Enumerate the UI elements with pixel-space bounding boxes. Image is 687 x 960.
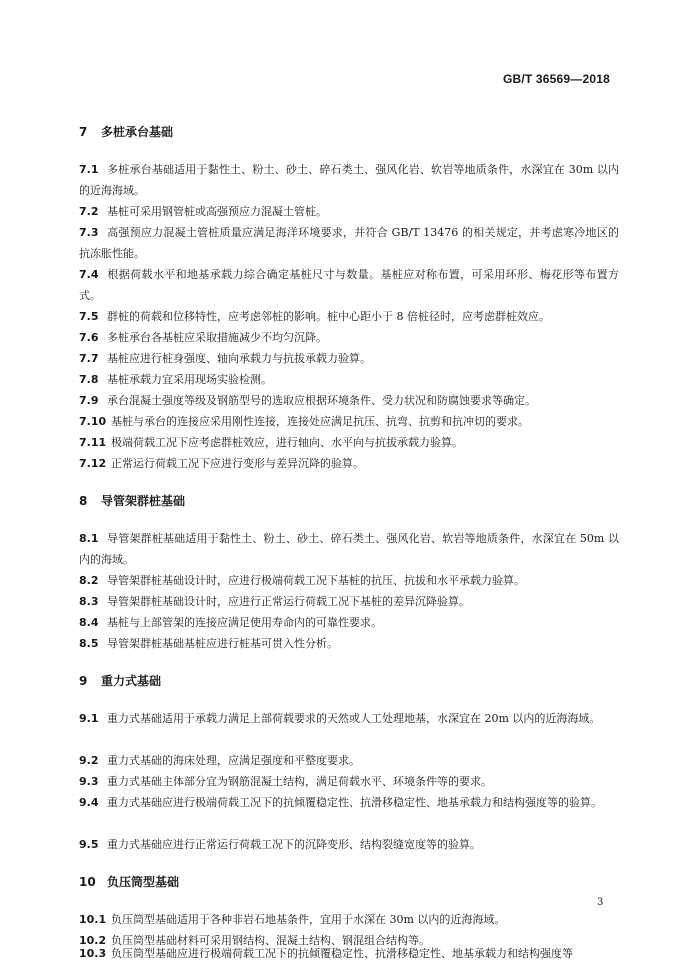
section-title-9 — [79, 672, 161, 690]
clause-number: 8.2 — [79, 574, 99, 587]
clause-text: 基桩与上部管架的连接应满足使用寿命内的可靠性要求。 — [107, 616, 382, 629]
clause-text: 正常运行荷载工况下应进行变形与差异沉降的验算。 — [111, 457, 364, 470]
clause-text: 高强预应力混凝土管桩质量应满足海洋环境要求，并符合 GB/T 13476 的相关规定，并考虑寒冷地区的抗冻胀性能。 — [79, 226, 619, 260]
clause-text: 导管架群桩基础适用于黏性土、粉土、砂土、碎石类土、强风化岩、软岩等地质条件，水深宜在 50m 以内的海域。 — [79, 532, 619, 566]
clause-7-9 — [79, 390, 619, 411]
clause-text: 导管架群桩基础设计时，应进行正常运行荷载工况下基桩的差异沉降验算。 — [107, 595, 470, 608]
clause-7-2 — [79, 201, 619, 222]
clause-number: 7.3 — [79, 226, 99, 239]
clause-7-7 — [79, 348, 619, 369]
page-number: 3 — [597, 897, 604, 908]
clause-number: 7.10 — [79, 415, 107, 428]
clause-number: 7.12 — [79, 457, 107, 470]
clause-text: 群桩的荷载和位移特性，应考虑邻桩的影响。桩中心距小于 8 倍桩径时，应考虑群桩效应。 — [107, 310, 550, 323]
clause-text: 重力式基础主体部分宜为钢筋混凝土结构，满足荷载水平、环境条件等的要求。 — [107, 775, 492, 788]
clause-text: 根据荷载水平和地基承载力综合确定基桩尺寸与数量。基桩应对称布置，可采用环形、梅花形等布置方式。 — [79, 268, 619, 302]
section-title-text: 多桩承台基础 — [101, 125, 174, 139]
clause-text: 极端荷载工况下应考虑群桩效应，进行轴向、水平向与抗拔承载力验算。 — [111, 436, 463, 449]
clause-number: 7.1 — [79, 163, 99, 176]
clause-9-1 — [79, 708, 619, 729]
clause-number: 7.8 — [79, 373, 99, 386]
clause-text: 承台混凝土强度等级及钢筋型号的选取应根据环境条件、受力状况和防腐蚀要求等确定。 — [107, 394, 536, 407]
clause-text: 负压筒型基础适用于各种非岩石地基条件，宜用于水深在 30m 以内的近海海域。 — [111, 913, 506, 926]
clause-10-1 — [79, 909, 619, 930]
section-number: 10 — [79, 875, 96, 889]
section-title-7 — [79, 123, 173, 141]
clause-number: 7.9 — [79, 394, 99, 407]
clause-9-3 — [79, 771, 619, 792]
clause-8-2 — [79, 570, 619, 591]
clause-text: 导管架群桩基础基桩应进行桩基可贯入性分析。 — [107, 637, 338, 650]
clause-7-6 — [79, 327, 619, 348]
clause-7-8 — [79, 369, 619, 390]
section-number: 7 — [79, 125, 88, 139]
clause-10-3 — [79, 947, 619, 960]
clause-7-3 — [79, 222, 619, 264]
section-title-10 — [79, 873, 179, 891]
clause-8-1 — [79, 528, 619, 570]
clause-text: 多桩承台基础适用于黏性土、粉土、砂土、碎石类土、强风化岩、软岩等地质条件，水深宜在 30m 以内的近海海域。 — [79, 163, 619, 197]
clause-text: 多桩承台各基桩应采取措施减少不均匀沉降。 — [107, 331, 327, 344]
clause-number: 7.2 — [79, 205, 99, 218]
clause-number: 7.11 — [79, 436, 107, 449]
clause-text: 重力式基础应进行极端荷载工况下的抗倾覆稳定性、抗滑移稳定性、地基承载力和结构强度等的验算。 — [107, 796, 602, 809]
clause-number: 9.1 — [79, 712, 99, 725]
clause-text: 重力式基础适用于承载力满足上部荷载要求的天然或人工处理地基，水深宜在 20m 以内的近海海域。 — [107, 712, 601, 725]
clause-number: 10.2 — [79, 934, 107, 947]
clause-7-5 — [79, 306, 619, 327]
clause-7-10 — [79, 411, 619, 432]
clause-number: 9.5 — [79, 838, 99, 851]
clause-8-3 — [79, 591, 619, 612]
clause-9-4 — [79, 792, 619, 813]
clause-7-4 — [79, 264, 619, 306]
clause-text: 重力式基础应进行正常运行荷载工况下的沉降变形、结构裂缝宽度等的验算。 — [107, 838, 481, 851]
clause-number: 7.7 — [79, 352, 99, 365]
clause-text: 基桩承载力宜采用现场实验检测。 — [107, 373, 272, 386]
clause-number: 7.6 — [79, 331, 99, 344]
section-number: 8 — [79, 494, 88, 508]
clause-number: 8.3 — [79, 595, 99, 608]
clause-8-5 — [79, 633, 619, 654]
section-title-text: 重力式基础 — [101, 674, 162, 688]
section-title-text: 导管架群桩基础 — [101, 494, 186, 508]
clause-number: 10.3 — [79, 947, 107, 960]
standard-code-header: GB/T 36569—2018 — [502, 72, 610, 86]
section-title-8 — [79, 492, 185, 510]
clause-8-4 — [79, 612, 619, 633]
clause-text: 重力式基础的海床处理，应满足强度和平整度要求。 — [107, 754, 360, 767]
clause-9-2 — [79, 750, 619, 771]
clause-text: 负压筒型基础应进行极端荷载工况下的抗倾覆稳定性、抗滑移稳定性、地基承载力和结构强度等 — [111, 947, 573, 960]
clause-text: 基桩与承台的连接应采用刚性连接，连接处应满足抗压、抗弯、抗剪和抗冲切的要求。 — [111, 415, 529, 428]
clause-number: 8.4 — [79, 616, 99, 629]
clause-text: 基桩应进行桩身强度、轴向承载力与抗拔承载力验算。 — [107, 352, 371, 365]
clause-text: 负压筒型基础材料可采用钢结构、混凝土结构、钢混组合结构等。 — [111, 934, 430, 947]
clause-7-12 — [79, 453, 619, 474]
section-number: 9 — [79, 674, 88, 688]
clause-number: 7.4 — [79, 268, 99, 281]
clause-number: 7.5 — [79, 310, 99, 323]
clause-text: 导管架群桩基础设计时，应进行极端荷载工况下基桩的抗压、抗拔和水平承载力验算。 — [107, 574, 525, 587]
clause-9-5 — [79, 834, 619, 855]
clause-number: 9.2 — [79, 754, 99, 767]
clause-7-1 — [79, 159, 619, 201]
clause-text: 基桩可采用钢管桩或高强预应力混凝土管桩。 — [107, 205, 327, 218]
clause-number: 9.4 — [79, 796, 99, 809]
clause-7-11 — [79, 432, 619, 453]
clause-number: 8.1 — [79, 532, 99, 545]
clause-number: 8.5 — [79, 637, 99, 650]
clause-number: 10.1 — [79, 913, 107, 926]
clause-number: 9.3 — [79, 775, 99, 788]
section-title-text: 负压筒型基础 — [107, 875, 180, 889]
